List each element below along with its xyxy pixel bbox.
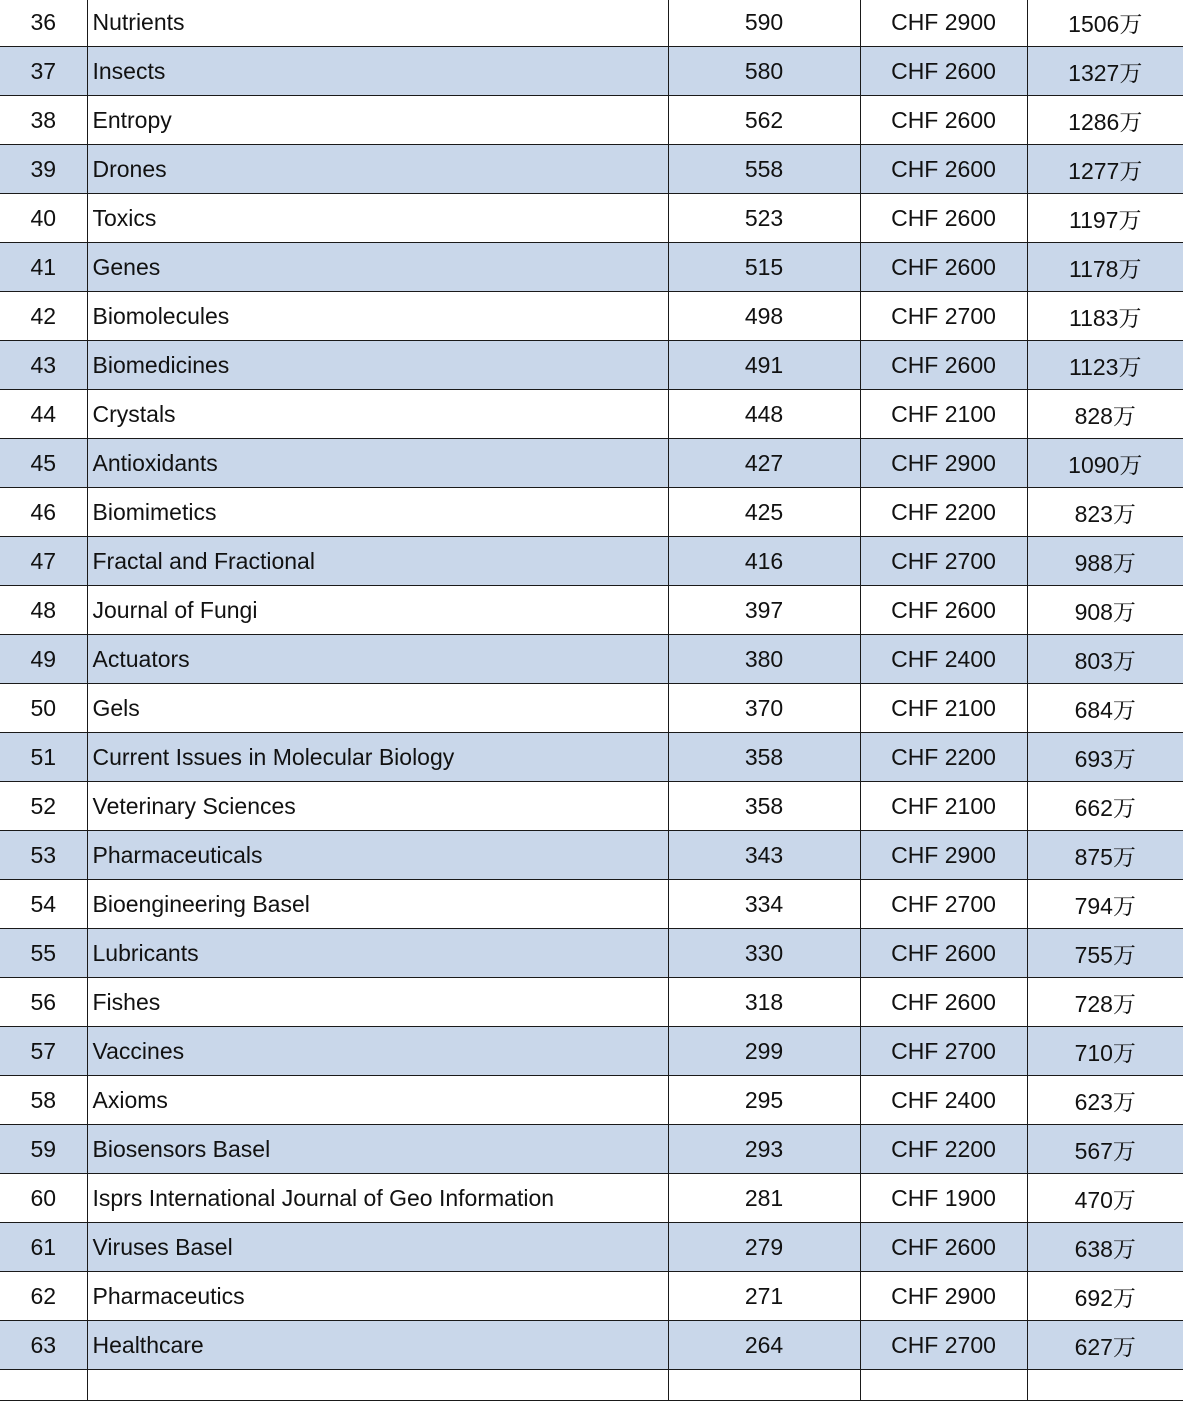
total-revenue-cell[interactable]: 684万 — [1027, 684, 1183, 733]
apc-fee-cell[interactable]: CHF 2600 — [860, 47, 1027, 96]
empty-cell[interactable] — [860, 1370, 1027, 1401]
rank-cell[interactable]: 61 — [0, 1223, 87, 1272]
article-count-cell[interactable]: 293 — [668, 1125, 860, 1174]
total-revenue-cell[interactable]: 567万 — [1027, 1125, 1183, 1174]
rank-cell[interactable]: 40 — [0, 194, 87, 243]
empty-cell[interactable] — [87, 1370, 668, 1401]
article-count-cell[interactable]: 330 — [668, 929, 860, 978]
total-revenue-cell[interactable]: 1277万 — [1027, 145, 1183, 194]
article-count-cell[interactable]: 334 — [668, 880, 860, 929]
article-count-cell[interactable]: 427 — [668, 439, 860, 488]
total-revenue-cell[interactable]: 875万 — [1027, 831, 1183, 880]
journal-name-cell[interactable]: Veterinary Sciences — [87, 782, 668, 831]
apc-fee-cell[interactable]: CHF 2200 — [860, 488, 1027, 537]
table-row — [0, 831, 1183, 880]
rank-cell[interactable]: 56 — [0, 978, 87, 1027]
total-revenue-cell[interactable]: 710万 — [1027, 1027, 1183, 1076]
rank-cell[interactable]: 47 — [0, 537, 87, 586]
total-revenue-cell[interactable]: 823万 — [1027, 488, 1183, 537]
table-row — [0, 1076, 1183, 1125]
total-revenue-cell[interactable]: 662万 — [1027, 782, 1183, 831]
apc-fee-cell[interactable]: CHF 2700 — [860, 537, 1027, 586]
rank-cell[interactable]: 54 — [0, 880, 87, 929]
rank-cell[interactable]: 57 — [0, 1027, 87, 1076]
rank-cell[interactable]: 45 — [0, 439, 87, 488]
table-row — [0, 1174, 1183, 1223]
journal-name-cell[interactable]: Nutrients — [87, 0, 668, 47]
table-row — [0, 390, 1183, 439]
journal-name-cell[interactable]: Biomimetics — [87, 488, 668, 537]
total-revenue-cell[interactable]: 1090万 — [1027, 439, 1183, 488]
article-count-cell[interactable]: 515 — [668, 243, 860, 292]
total-revenue-cell[interactable]: 828万 — [1027, 390, 1183, 439]
table-row — [0, 194, 1183, 243]
table-row — [0, 880, 1183, 929]
rank-cell[interactable]: 42 — [0, 292, 87, 341]
total-revenue-cell[interactable]: 803万 — [1027, 635, 1183, 684]
total-revenue-cell[interactable]: 908万 — [1027, 586, 1183, 635]
apc-fee-cell[interactable]: CHF 2600 — [860, 194, 1027, 243]
article-count-cell[interactable]: 491 — [668, 341, 860, 390]
article-count-cell[interactable]: 558 — [668, 145, 860, 194]
apc-fee-cell[interactable]: CHF 2600 — [860, 145, 1027, 194]
table-row — [0, 782, 1183, 831]
article-count-cell[interactable]: 380 — [668, 635, 860, 684]
article-count-cell[interactable]: 281 — [668, 1174, 860, 1223]
empty-cell[interactable] — [1027, 1370, 1183, 1401]
journal-name-cell[interactable]: Vaccines — [87, 1027, 668, 1076]
table-row — [0, 1272, 1183, 1321]
journal-name-cell[interactable]: Biosensors Basel — [87, 1125, 668, 1174]
apc-fee-cell[interactable]: CHF 2900 — [860, 439, 1027, 488]
total-revenue-cell[interactable]: 1178万 — [1027, 243, 1183, 292]
journal-name-cell[interactable]: Biomolecules — [87, 292, 668, 341]
journal-name-cell[interactable]: Isprs International Journal of Geo Information — [87, 1174, 668, 1223]
total-revenue-cell[interactable]: 794万 — [1027, 880, 1183, 929]
table-row — [0, 586, 1183, 635]
article-count-cell[interactable]: 358 — [668, 733, 860, 782]
rank-cell[interactable]: 62 — [0, 1272, 87, 1321]
article-count-cell[interactable]: 523 — [668, 194, 860, 243]
article-count-cell[interactable]: 498 — [668, 292, 860, 341]
journal-name-cell[interactable]: Biomedicines — [87, 341, 668, 390]
apc-fee-cell[interactable]: CHF 2400 — [860, 635, 1027, 684]
article-count-cell[interactable]: 279 — [668, 1223, 860, 1272]
table-row-empty — [0, 1370, 1183, 1401]
total-revenue-cell[interactable]: 693万 — [1027, 733, 1183, 782]
rank-cell[interactable]: 39 — [0, 145, 87, 194]
rank-cell[interactable]: 53 — [0, 831, 87, 880]
rank-cell[interactable]: 58 — [0, 1076, 87, 1125]
article-count-cell[interactable]: 271 — [668, 1272, 860, 1321]
table-row — [0, 1027, 1183, 1076]
total-revenue-cell[interactable]: 728万 — [1027, 978, 1183, 1027]
apc-fee-cell[interactable]: CHF 2200 — [860, 733, 1027, 782]
rank-cell[interactable]: 63 — [0, 1321, 87, 1370]
article-count-cell[interactable]: 264 — [668, 1321, 860, 1370]
total-revenue-cell[interactable]: 623万 — [1027, 1076, 1183, 1125]
article-count-cell[interactable]: 370 — [668, 684, 860, 733]
apc-fee-cell[interactable]: CHF 2900 — [860, 1272, 1027, 1321]
journal-name-cell[interactable]: Lubricants — [87, 929, 668, 978]
rank-cell[interactable]: 44 — [0, 390, 87, 439]
article-count-cell[interactable]: 397 — [668, 586, 860, 635]
rank-cell[interactable]: 37 — [0, 47, 87, 96]
article-count-cell[interactable]: 425 — [668, 488, 860, 537]
article-count-cell[interactable]: 590 — [668, 0, 860, 47]
journal-name-cell[interactable]: Viruses Basel — [87, 1223, 668, 1272]
article-count-cell[interactable]: 416 — [668, 537, 860, 586]
table-row — [0, 684, 1183, 733]
apc-fee-cell[interactable]: CHF 2900 — [860, 0, 1027, 47]
total-revenue-cell[interactable]: 638万 — [1027, 1223, 1183, 1272]
rank-cell[interactable]: 60 — [0, 1174, 87, 1223]
total-revenue-cell[interactable]: 1183万 — [1027, 292, 1183, 341]
journal-name-cell[interactable]: Current Issues in Molecular Biology — [87, 733, 668, 782]
table-row — [0, 537, 1183, 586]
journal-name-cell[interactable]: Fractal and Fractional — [87, 537, 668, 586]
journal-name-cell[interactable]: Insects — [87, 47, 668, 96]
journal-name-cell[interactable]: Pharmaceuticals — [87, 831, 668, 880]
journal-name-cell[interactable]: Antioxidants — [87, 439, 668, 488]
journal-name-cell[interactable]: Genes — [87, 243, 668, 292]
journal-name-cell[interactable]: Bioengineering Basel — [87, 880, 668, 929]
table-row — [0, 1321, 1183, 1370]
article-count-cell[interactable]: 358 — [668, 782, 860, 831]
empty-cell[interactable] — [0, 1370, 87, 1401]
total-revenue-cell[interactable]: 755万 — [1027, 929, 1183, 978]
apc-fee-cell[interactable]: CHF 2400 — [860, 1076, 1027, 1125]
apc-fee-cell[interactable]: CHF 2100 — [860, 390, 1027, 439]
apc-fee-cell[interactable]: CHF 2700 — [860, 1027, 1027, 1076]
article-count-cell[interactable]: 343 — [668, 831, 860, 880]
apc-fee-cell[interactable]: CHF 2200 — [860, 1125, 1027, 1174]
article-count-cell[interactable]: 448 — [668, 390, 860, 439]
rank-cell[interactable]: 55 — [0, 929, 87, 978]
journal-name-cell[interactable]: Journal of Fungi — [87, 586, 668, 635]
total-revenue-cell[interactable]: 627万 — [1027, 1321, 1183, 1370]
rank-cell[interactable]: 52 — [0, 782, 87, 831]
rank-cell[interactable]: 50 — [0, 684, 87, 733]
empty-cell[interactable] — [668, 1370, 860, 1401]
table-row — [0, 47, 1183, 96]
rank-cell[interactable]: 36 — [0, 0, 87, 47]
rank-cell[interactable]: 51 — [0, 733, 87, 782]
total-revenue-cell[interactable]: 470万 — [1027, 1174, 1183, 1223]
table-row — [0, 1223, 1183, 1272]
apc-fee-cell[interactable]: CHF 2600 — [860, 586, 1027, 635]
table-row — [0, 929, 1183, 978]
journal-name-cell[interactable]: Pharmaceutics — [87, 1272, 668, 1321]
total-revenue-cell[interactable]: 1506万 — [1027, 0, 1183, 47]
table-row — [0, 0, 1183, 47]
total-revenue-cell[interactable]: 692万 — [1027, 1272, 1183, 1321]
apc-fee-cell[interactable]: CHF 2600 — [860, 1223, 1027, 1272]
apc-fee-cell[interactable]: CHF 2600 — [860, 243, 1027, 292]
apc-fee-cell[interactable]: CHF 2100 — [860, 782, 1027, 831]
rank-cell[interactable]: 38 — [0, 96, 87, 145]
apc-fee-cell[interactable]: CHF 2100 — [860, 684, 1027, 733]
journal-name-cell[interactable]: Entropy — [87, 96, 668, 145]
table-row — [0, 292, 1183, 341]
table-row — [0, 145, 1183, 194]
rank-cell[interactable]: 59 — [0, 1125, 87, 1174]
apc-fee-cell[interactable]: CHF 2700 — [860, 1321, 1027, 1370]
journal-name-cell[interactable]: Crystals — [87, 390, 668, 439]
total-revenue-cell[interactable]: 1197万 — [1027, 194, 1183, 243]
table-row — [0, 341, 1183, 390]
table-row — [0, 978, 1183, 1027]
journal-name-cell[interactable]: Healthcare — [87, 1321, 668, 1370]
rank-cell[interactable]: 48 — [0, 586, 87, 635]
table-row — [0, 488, 1183, 537]
table-row — [0, 439, 1183, 488]
table-row — [0, 96, 1183, 145]
journal-name-cell[interactable]: Fishes — [87, 978, 668, 1027]
apc-fee-cell[interactable]: CHF 2600 — [860, 929, 1027, 978]
journal-name-cell[interactable]: Drones — [87, 145, 668, 194]
table-row — [0, 635, 1183, 684]
journal-name-cell[interactable]: Toxics — [87, 194, 668, 243]
table-row — [0, 243, 1183, 292]
rank-cell[interactable]: 49 — [0, 635, 87, 684]
apc-fee-cell[interactable]: CHF 1900 — [860, 1174, 1027, 1223]
apc-fee-cell[interactable]: CHF 2700 — [860, 880, 1027, 929]
article-count-cell[interactable]: 295 — [668, 1076, 860, 1125]
apc-fee-cell[interactable]: CHF 2600 — [860, 978, 1027, 1027]
journal-name-cell[interactable]: Gels — [87, 684, 668, 733]
journal-name-cell[interactable]: Actuators — [87, 635, 668, 684]
total-revenue-cell[interactable]: 1327万 — [1027, 47, 1183, 96]
article-count-cell[interactable]: 580 — [668, 47, 860, 96]
total-revenue-cell[interactable]: 988万 — [1027, 537, 1183, 586]
article-count-cell[interactable]: 318 — [668, 978, 860, 1027]
rank-cell[interactable]: 41 — [0, 243, 87, 292]
apc-fee-cell[interactable]: CHF 2600 — [860, 96, 1027, 145]
rank-cell[interactable]: 43 — [0, 341, 87, 390]
apc-fee-cell[interactable]: CHF 2900 — [860, 831, 1027, 880]
apc-fee-cell[interactable]: CHF 2700 — [860, 292, 1027, 341]
total-revenue-cell[interactable]: 1123万 — [1027, 341, 1183, 390]
total-revenue-cell[interactable]: 1286万 — [1027, 96, 1183, 145]
article-count-cell[interactable]: 299 — [668, 1027, 860, 1076]
rank-cell[interactable]: 46 — [0, 488, 87, 537]
journal-name-cell[interactable]: Axioms — [87, 1076, 668, 1125]
apc-fee-cell[interactable]: CHF 2600 — [860, 341, 1027, 390]
table-row — [0, 733, 1183, 782]
article-count-cell[interactable]: 562 — [668, 96, 860, 145]
table-row — [0, 1125, 1183, 1174]
